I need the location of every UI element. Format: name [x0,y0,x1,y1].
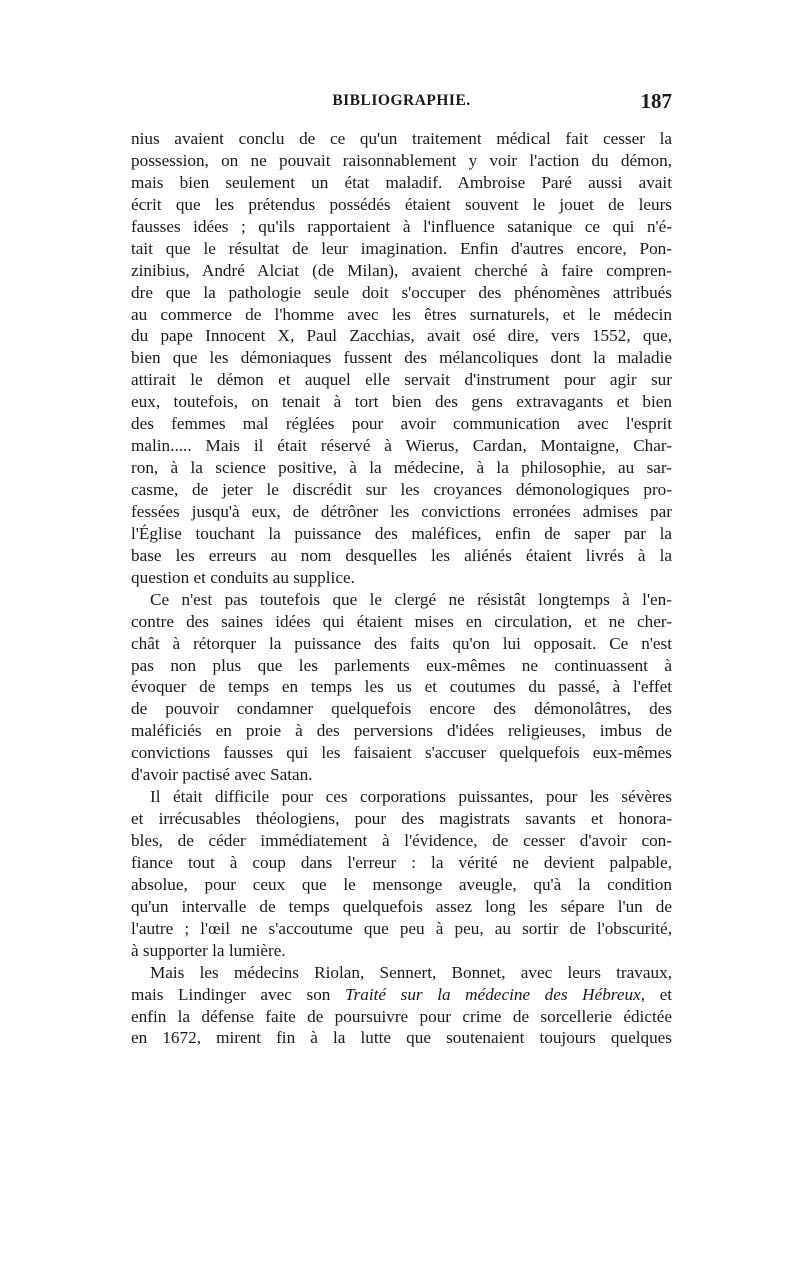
text-line: bien que les démoniaques fussent des mélancoliques dont la maladie [131,348,672,368]
text-line: en 1672, mirent fin à la lutte que soutenaient toujours quelques [131,1028,672,1048]
text-line: maléficiés en proie à des perversions d'idées religieuses, imbus de [131,721,672,741]
text-line: au commerce de l'homme avec les êtres surnaturels, et le médecin [131,304,672,324]
text-line: contre des saines idées qui étaient mises en circulation, et ne cher- [131,611,672,631]
running-title: BIBLIOGRAPHIE. [332,92,471,109]
paragraph [131,786,672,962]
text-line: à supporter la lumière. [131,940,286,960]
paragraph [131,128,672,589]
text-line: absolue, pour ceux que le mensonge aveugle, qu'à la condition [131,874,672,894]
body-text [131,128,672,1049]
text-line: pas non plus que les parlements eux-mêmes ne continuassent à [131,655,672,675]
text-line: tait que le résultat de leur imagination. Enfin d'autres encore, Pon- [131,238,672,258]
text-line: qu'un intervalle de temps quelquefois assez long les sépare l'un de [131,896,672,916]
text-line: fiance tout à coup dans l'erreur : la vérité ne devient palpable, [131,852,672,872]
text-line: de pouvoir condamner quelquefois encore des démonolâtres, des [131,699,672,719]
text-line: base les erreurs au nom desquelles les aliénés étaient livrés à la [131,545,672,565]
text-line: écrit que les prétendus possédés étaient souvent le jouet de leurs [131,194,672,214]
text-line: du pape Innocent X, Paul Zacchias, avait osé dire, vers 1552, que, [131,326,672,346]
text-line: convictions fausses qui les faisaient s'accuser quelquefois eux-mêmes [131,743,672,763]
text-line: l'autre ; l'œil ne s'accoutume que peu à peu, au sortir de l'obscurité, [131,918,672,938]
text-line: dre que la pathologie seule doit s'occuper des phénomènes attribués [131,282,672,302]
text-line: et irrécusables théologiens, pour des magistrats savants et honora- [131,809,672,829]
page-header [131,89,672,120]
text-line: l'Église touchant la puissance des maléfices, enfin de saper par la [131,523,672,543]
text-line: des femmes mal réglées pour avoir communication avec l'esprit [131,414,672,434]
text-line: eux, toutefois, on tenait à tort bien des gens extravagants et bien [131,392,672,412]
text-line: d'avoir pactisé avec Satan. [131,765,313,785]
text-line: nius avaient conclu de ce qu'un traitement médical fait cesser la [131,129,672,148]
text-line: question et conduits au supplice. [131,567,355,587]
text-line: fausses idées ; qu'ils rapportaient à l'influence satanique ce qui n'é- [131,216,672,236]
text-line: mais Lindinger avec son Traité sur la médecine des Hébreux, et [131,984,672,1004]
text-line: casme, de jeter le discrédit sur les croyances démonologiques pro- [131,480,672,499]
text-line: enfin la défense faite de poursuivre pour crime de sorcellerie édictée [131,1006,672,1026]
paragraph [131,962,672,1050]
book-title-italic: Traité sur la médecine des Hébreux [344,984,641,1004]
text-line: attirait le démon et auquel elle servait d'instrument pour agir sur [131,370,672,390]
text-line: zinibius, André Alciat (de Milan), avaient cherché à faire compren- [131,260,672,280]
paragraph [131,589,672,786]
text-line: possession, on ne pouvait raisonnablement y voir l'action du démon, [131,150,672,170]
page-number: 187 [640,89,672,113]
text-line: ron, à la science positive, à la médecine, à la philosophie, au sar- [131,458,672,478]
text-line: malin..... Mais il était réservé à Wierus, Cardan, Montaigne, Char- [131,436,672,456]
text-line: Il était difficile pour ces corporations puissantes, pour les sévères [150,787,672,807]
text-line: chât à rétorquer la puissance des faits qu'on lui opposait. Ce n'est [131,633,672,653]
text-line: évoquer de temps en temps les us et coutumes du passé, à l'effet [131,677,672,697]
text-line: Ce n'est pas toutefois que le clergé ne résistât longtemps à l'en- [150,589,672,609]
text-line: Mais les médecins Riolan, Sennert, Bonnet, avec leurs travaux, [150,962,672,982]
text-line: bles, de céder immédiatement à l'évidence, de cesser d'avoir con- [131,831,672,850]
text-line: fessées jusqu'à eux, de détrôner les convictions erronées admises par [131,501,672,521]
text-line: mais bien seulement un état maladif. Ambroise Paré aussi avait [131,172,672,192]
